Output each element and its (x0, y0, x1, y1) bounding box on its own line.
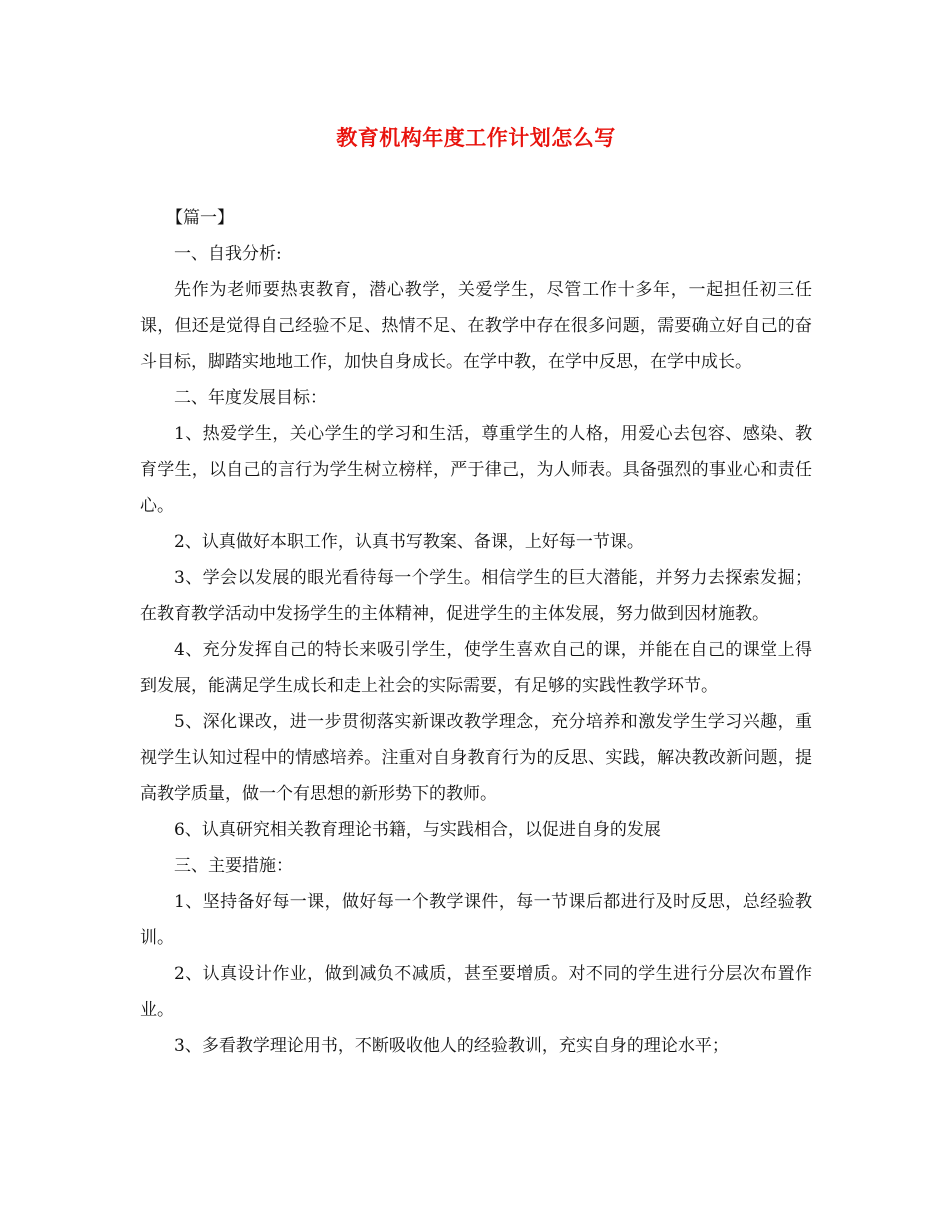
paragraph: 3、学会以发展的眼光看待每一个学生。相信学生的巨大潜能，并努力去探索发掘；在教育教学活动中发扬学生的主体精神，促进学生的主体发展，努力做到因材施教。 (140, 568, 812, 624)
paragraph: 4、充分发挥自己的特长来吸引学生，使学生喜欢自己的课，并能在自己的课堂上得到发展，能满足学生成长和走上社会的实际需要，有足够的实践性教学环节。 (140, 640, 812, 696)
heading-annual-goals: 二、年度发展目标： (174, 388, 327, 408)
paragraph: 3、多看教学理论用书，不断吸收他人的经验教训，充实自身的理论水平； (174, 1036, 729, 1056)
paragraph: 5、深化课改，进一步贯彻落实新课改教学理念，充分培养和激发学生学习兴趣，重视学生认知过程中的情感培养。注重对自身教育行为的反思、实践，解决教改新问题，提高教学质量，做一个有思想的新形势下的教师。 (140, 712, 812, 804)
heading-self-analysis: 一、自我分析: (174, 244, 282, 264)
paragraph: 1、热爱学生，关心学生的学习和生活，尊重学生的人格，用爱心去包容、感染、教育学生，以自己的言行为学生树立榜样，严于律己，为人师表。具备强烈的事业心和责任心。 (140, 424, 812, 516)
paragraph: 1、坚持备好每一课，做好每一个教学课件，每一节课后都进行及时反思，总经验教训。 (140, 892, 812, 948)
section-tag: 【篇一】 (166, 208, 234, 228)
heading-main-measures: 三、主要措施： (174, 856, 293, 876)
paragraph: 2、认真设计作业，做到减负不减质，甚至要增质。对不同的学生进行分层次布置作业。 (140, 964, 812, 1020)
document-body (140, 200, 812, 1064)
document-title: 教育机构年度工作计划怎么写 (336, 125, 616, 150)
paragraph: 先作为老师要热衷教育，潜心教学，关爱学生，尽管工作十多年，一起担任初三任课，但还是觉得自己经验不足、热情不足、在教学中存在很多问题，需要确立好自己的奋斗目标，脚踏实地地工作，加快自身成长。在学中教，在学中反思，在学中成长。 (140, 280, 812, 372)
paragraph: 6、认真研究相关教育理论书籍，与实践相合，以促进自身的发展 (174, 820, 661, 840)
paragraph: 2、认真做好本职工作，认真书写教案、备课，上好每一节课。 (174, 532, 644, 552)
